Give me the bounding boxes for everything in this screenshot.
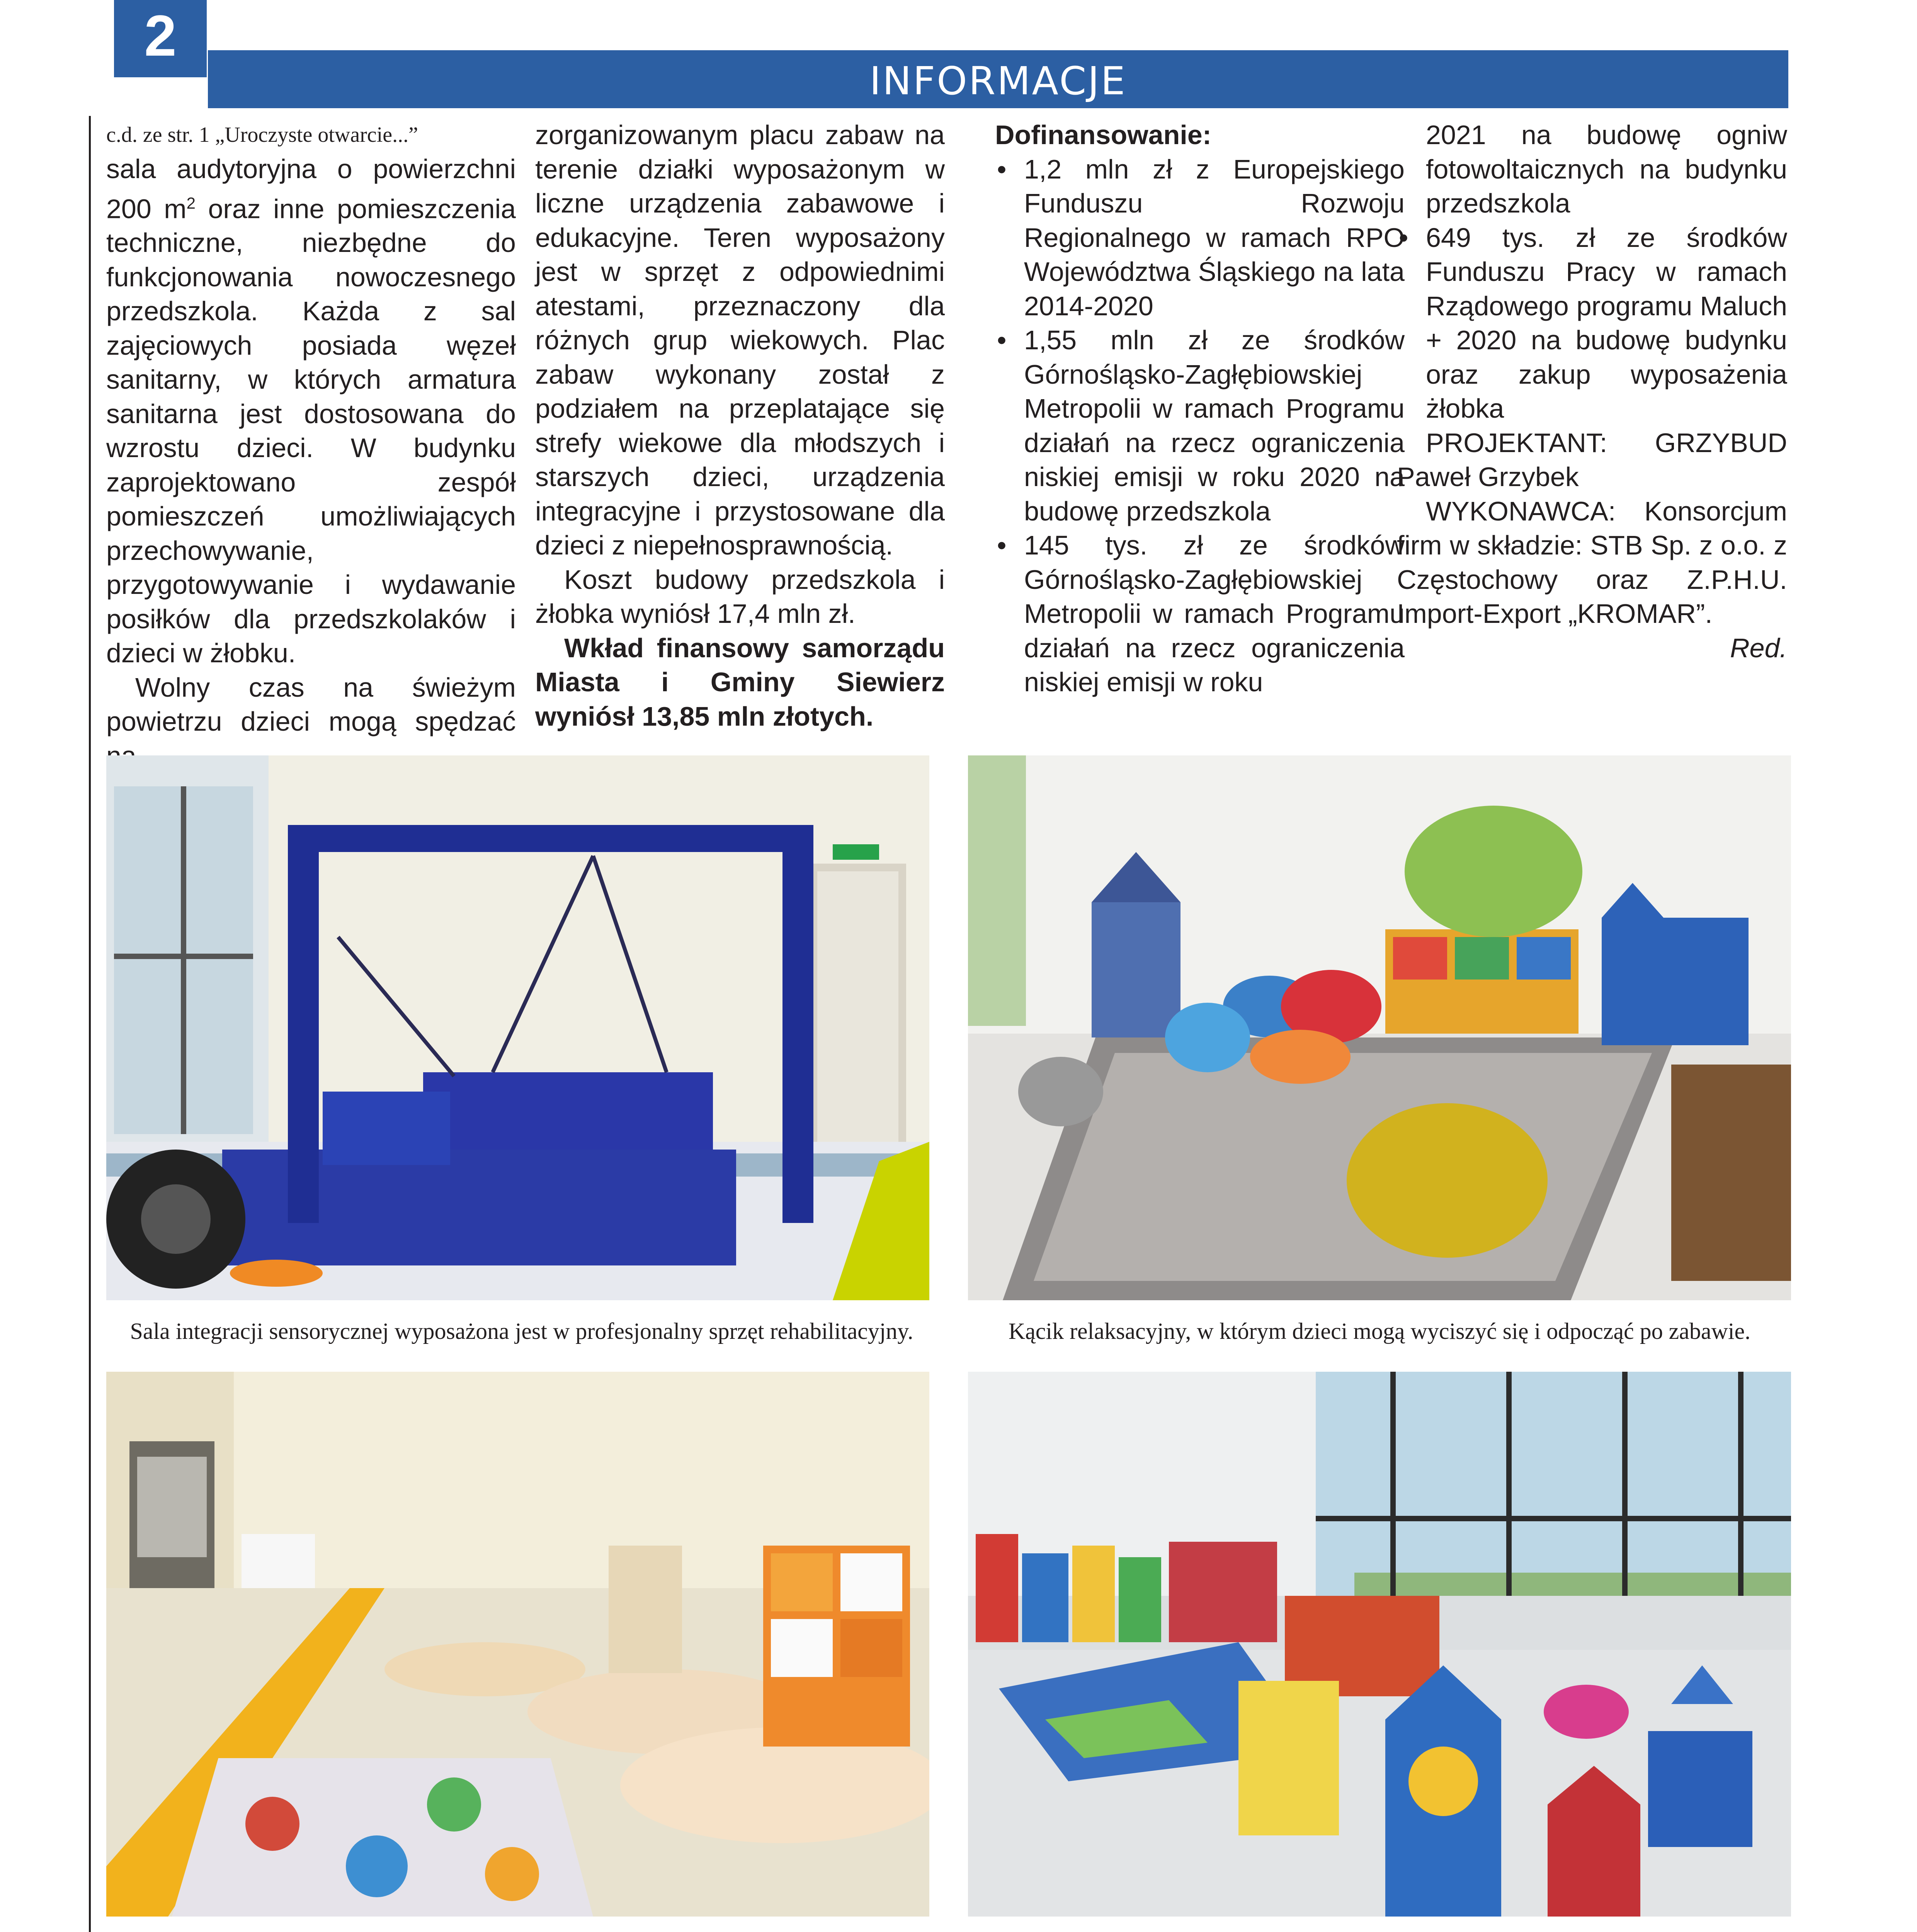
paragraph: Koszt budowy przedszkola i żłobka wyniósł 17,4 mln zł. xyxy=(535,564,945,629)
funding-list-cont xyxy=(1397,118,1787,426)
page-number: 2 xyxy=(114,0,207,77)
contractor-credit: WYKONAWCA: Konsorcjum firm w składzie: STB Sp. z o.o. z Częstochowy oraz Z.P.H.U. Import-Export „KROMAR”. xyxy=(1397,496,1787,629)
paragraph: Wolny czas na świeżym powietrzu dzieci mogą spędzać xyxy=(106,672,516,737)
sensory-room-photo xyxy=(106,755,929,1300)
list-item: • 649 tys. zł ze środków Funduszu Pracy w ramach Rządowego programu Maluch + 2020 na budowę budynku oraz zakup wyposażenia żłobka xyxy=(1397,221,1787,426)
article-column-1 xyxy=(106,118,516,773)
section-title: INFORMACJE xyxy=(869,58,1127,104)
list-item: • 145 tys. zł ze środków Górnośląsko-Zagłębiowskiej Metropolii w ramach Programu działań na rzecz ograniczenia niskiej emisji w roku xyxy=(995,528,1405,699)
continued-note: c.d. ze str. 1 „Uroczyste otwarcie...” xyxy=(106,123,418,147)
funding-list xyxy=(995,152,1405,699)
relaxation-corner-photo xyxy=(968,755,1791,1300)
list-item: • 1,2 mln zł z Europejskiego Funduszu Rozwoju Regionalnego w ramach RPO Województwa Śląskiego na lata 2014-2020 xyxy=(995,152,1405,323)
playroom-photo xyxy=(968,1372,1791,1917)
paragraph-bold: Wkład finansowy samorządu Miasta i Gminy Siewierz wyniósł 13,85 mln złotych. xyxy=(535,633,945,731)
funding-heading: Dofinansowanie: xyxy=(995,120,1212,150)
editor-signature: Red. xyxy=(1730,633,1787,663)
photo-caption: Sala integracji sensorycznej wyposażona jest w profesjonalny sprzęt rehabilitacyjny. xyxy=(130,1318,913,1344)
article-column-3 xyxy=(995,118,1405,699)
paragraph: sala audytoryjna o powierzchni 200 $m^2$ oraz inne pomieszczenia techniczne, niezbędne do funkcjonowania nowoczesnego przedszkola. Każda z sal zajęciowych posiada węzeł sanitarny, w których armatura sanitarna jest dostosowana do wzrostu dzieci. W budynku zaprojektowano zespół pomieszczeń umożliwiających przechowywanie, przygotowywanie i wydawanie posiłków dla przedszkolaków i dzieci w żłobku. xyxy=(106,154,516,668)
designer-credit: PROJEKTANT: GRZYBUD Paweł Grzybek xyxy=(1397,427,1787,492)
paragraph: zorganizowanym placu zabaw na terenie działki wyposażonym w liczne urządzenia zabawowe i edukacyjne. Teren wyposażony jest w sprzęt z odpowiednimi atestami, przeznaczony dla różnych grup wiekowych. Plac zabaw wykonany został z podziałem na przeplatające się strefy wiekowe dla młodszych i starszych dzieci, urządzenia integracyjne i przystosowane dla dzieci z niepełnosprawnością. xyxy=(535,120,945,560)
article-column-2 xyxy=(535,118,945,733)
article-column-4 xyxy=(1397,118,1787,665)
list-item: • 1,55 mln zł ze środków Górnośląsko-Zagłębiowskiej Metropolii w ramach Programu działań na rzecz ograniczenia niskiej emisji w roku 2020 na budowę przedszkola xyxy=(995,323,1405,528)
photo-caption: Kącik relaksacyjny, w którym dzieci mogą wyciszyć się i odpocząć po zabawie. xyxy=(1008,1318,1751,1344)
list-item-continued: 2021 na budowę ogniw fotowoltaicznych na budynku przedszkola xyxy=(1426,120,1787,218)
classroom-photo xyxy=(106,1372,929,1917)
left-margin-rule xyxy=(89,116,91,1932)
